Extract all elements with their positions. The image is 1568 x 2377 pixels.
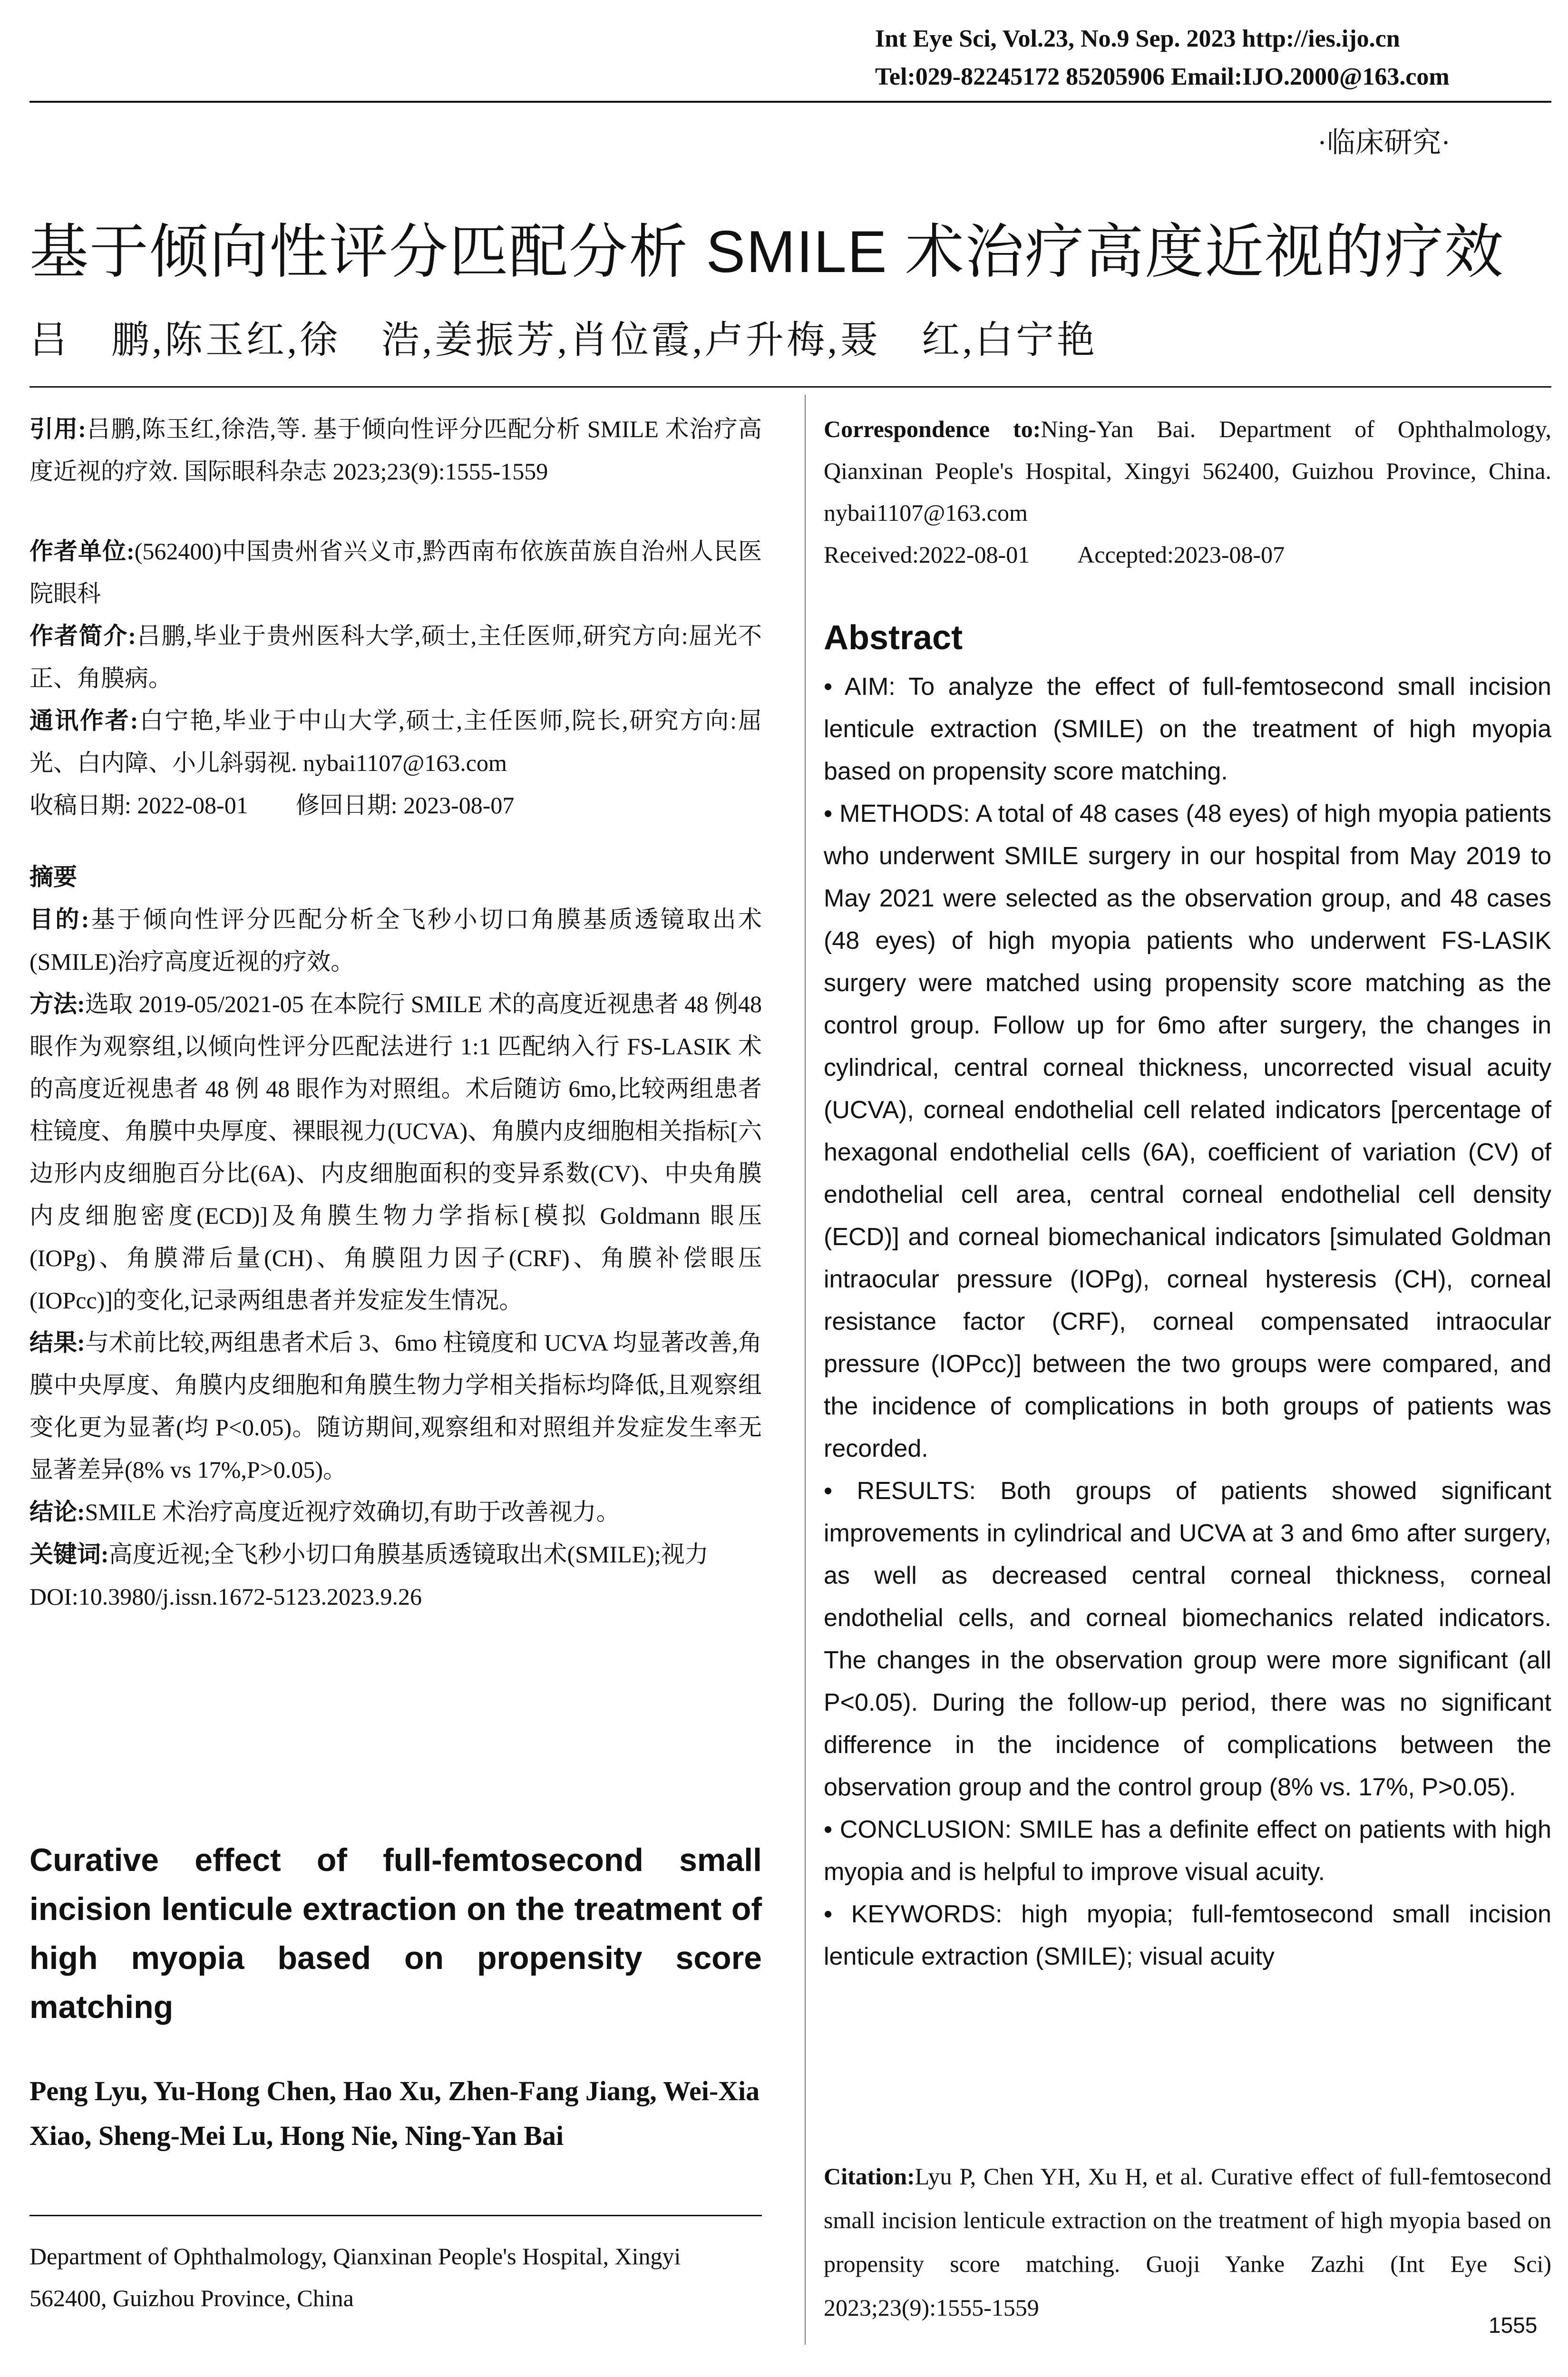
- corr-cn-label: 通讯作者:: [29, 707, 138, 734]
- results-cn-text: 与术前比较,两组患者术后 3、6mo 柱镜度和 UCVA 均显著改善,角膜中央厚度、角膜内皮细胞和角膜生物力学相关指标均降低,且观察组变化更为显著(均 P<0.05)。随访期间,观察组和对照组并发症发生率无显著差异(8% vs 17%,P>0.05)。: [29, 1329, 762, 1483]
- citation-cn-text: 吕鹏,陈玉红,徐浩,等. 基于倾向性评分匹配分析 SMILE 术治疗高度近视的疗效. 国际眼科杂志 2023;23(9):1555-1559: [29, 416, 762, 485]
- abstract-cn: [29, 856, 762, 1618]
- column-divider: [805, 395, 806, 2345]
- methods-en-text: A total of 48 cases (48 eyes) of high myopia patients who underwent SMILE surgery in our hospital from May 2019 to May 2021 were selected as the observation group, and 48 cases (48 eyes) of high myopia patients who underwent FS-LASIK surgery were matched using propensity score matching as the control group. Follow up for 6mo after surgery, the changes in cylindrical, central corneal thickness, uncorrected visual acuity (UCVA), corneal endothelial cell related indicators [percentage of hexagonal endothelial cells (6A), coefficient of variation (CV) of endothelial cell area, central corneal endothelial cell density (ECD)] and corneal biomechanical indicators [simulated Goldman intraocular pressure (IOPg), corneal hysteresis (CH), corneal resistance factor (CRF), corneal compensated intraocular pressure (IOPcc)] between the two groups were compared, and the incidence of complications in both groups of patients was recorded.: [824, 800, 1552, 1462]
- affiliation-text: (562400)中国贵州省兴义市,黔西南布依族苗族自治州人民医院眼科: [29, 538, 762, 607]
- objective-cn: [29, 898, 762, 983]
- keywords-cn-text: 高度近视;全飞秒小切口角膜基质透镜取出术(SMILE);视力: [108, 1541, 709, 1568]
- citation-cn: [29, 408, 762, 493]
- keywords-en: [824, 1893, 1551, 1978]
- results-en: [824, 1470, 1551, 1809]
- title-rule: [29, 386, 1551, 388]
- page-number: 1555: [1489, 2313, 1538, 2338]
- author-bio-cn: [29, 615, 762, 700]
- citation-cn-label: 引用:: [29, 416, 86, 442]
- objective-text: 基于倾向性评分匹配分析全飞秒小切口角膜基质透镜取出术(SMILE)治疗高度近视的疗效。: [29, 906, 762, 975]
- keywords-en-label: • KEYWORDS:: [824, 1900, 1003, 1928]
- corresponding-author-cn: [29, 700, 762, 784]
- abstract-cn-heading: 摘要: [29, 864, 77, 890]
- methods-en-label: • METHODS:: [824, 800, 970, 828]
- results-cn: [29, 1322, 762, 1491]
- corr-cn-text: 白宁艳,毕业于中山大学,硕士,主任医师,院长,研究方向:屈光、白内障、小儿斜弱视. nybai1107@163.com: [29, 707, 762, 776]
- journal-header-line1: Int Eye Sci, Vol.23, No.9 Sep. 2023 http://ies.ijo.cn: [875, 25, 1400, 52]
- correspondence-label: Correspondence to:: [824, 416, 1041, 442]
- received-dates: Received:2022-08-01 Accepted:2023-08-07: [824, 541, 1285, 568]
- conclusion-en: [824, 1809, 1551, 1893]
- authors-cn: 吕 鹏,陈玉红,徐 浩,姜振芳,肖位霞,卢升梅,聂 红,白宁艳: [29, 320, 1098, 361]
- methods-cn: [29, 983, 762, 1322]
- author-info-block: [29, 530, 762, 827]
- conclusion-en-label: • CONCLUSION:: [824, 1816, 1012, 1843]
- methods-cn-text: 选取 2019-05/2021-05 在本院行 SMILE 术的高度近视患者 48 例48 眼作为观察组,以倾向性评分匹配法进行 1:1 匹配纳入行 FS-LASIK 术的高度近视患者 48 例 48 眼作为对照组。术后随访 6mo,比较两组患者柱镜度、角膜中央厚度、裸眼视力(UCVA)、角膜内皮细胞相关指标[六边形内皮细胞百分比(6A)、内皮细胞面积的变异系数(CV)、中央角膜内皮细胞密度(ECD)]及角膜生物力学指标[模拟 Goldmann 眼压(IOPg)、角膜滞后量(CH)、角膜阻力因子(CRF)、角膜补偿眼压(IOPcc)]的变化,记录两组患者并发症发生情况。: [29, 991, 762, 1314]
- affiliation-label: 作者单位:: [29, 538, 135, 565]
- dates-cn: 收稿日期: 2022-08-01 修回日期: 2023-08-07: [29, 792, 515, 818]
- aim-label: • AIM:: [824, 673, 896, 701]
- conclusion-cn-text: SMILE 术治疗高度近视疗效确切,有助于改善视力。: [85, 1499, 620, 1525]
- abstract-en: [824, 666, 1551, 1978]
- keywords-en-text: high myopia; full-femtosecond small incision lenticule extraction (SMILE); visual acuity: [824, 1900, 1552, 1970]
- journal-header-line2: Tel:029-82245172 85205906 Email:IJO.2000@163.com: [875, 63, 1450, 90]
- footnote-rule: [29, 2215, 762, 2216]
- objective-label: 目的:: [29, 906, 89, 933]
- aim-text: To analyze the effect of full-femtosecond small incision lenticule extraction (SMILE) on the treatment of high myopia based on propensity score matching.: [824, 673, 1551, 785]
- bio-text: 吕鹏,毕业于贵州医科大学,硕士,主任医师,研究方向:屈光不正、角膜病。: [29, 623, 762, 692]
- citation-en: [824, 2154, 1551, 2329]
- results-cn-label: 结果:: [29, 1329, 85, 1356]
- conclusion-cn: [29, 1491, 762, 1533]
- conclusion-en-text: SMILE has a definite effect on patients with high myopia and is helpful to improve visual acuity.: [824, 1816, 1551, 1886]
- keywords-cn: [29, 1533, 762, 1576]
- abstract-heading: Abstract: [824, 619, 963, 657]
- bio-label: 作者简介:: [29, 623, 136, 649]
- keywords-cn-label: 关键词:: [29, 1541, 109, 1568]
- methods-en: [824, 793, 1551, 1470]
- correspondence-en: [824, 408, 1551, 575]
- methods-cn-label: 方法:: [29, 991, 85, 1017]
- affiliation-cn: [29, 530, 762, 615]
- article-title-cn: 基于倾向性评分匹配分析 SMILE 术治疗高度近视的疗效: [29, 219, 1505, 285]
- conclusion-cn-label: 结论:: [29, 1499, 85, 1525]
- authors-en: Peng Lyu, Yu-Hong Chen, Hao Xu, Zhen-Fang Jiang, Wei-Xia Xiao, Sheng-Mei Lu, Hong Nie, Ning-Yan Bai: [29, 2075, 760, 2151]
- department-en: Department of Ophthalmology, Qianxinan People's Hospital, Xingyi 562400, Guizhou Province, China: [29, 2243, 681, 2311]
- header-rule: [29, 101, 1551, 103]
- article-title-en: Curative effect of full-femtosecond small incision lenticule extraction on the treatment of high myopia based on propensity score matching: [29, 1842, 762, 2025]
- section-tag: ·临床研究·: [1317, 127, 1451, 158]
- aim-en: [824, 666, 1551, 793]
- results-en-label: • RESULTS:: [824, 1477, 976, 1505]
- doi: DOI:10.3980/j.issn.1672-5123.2023.9.26: [29, 1583, 422, 1610]
- correspondence-block: [824, 408, 1551, 534]
- citation-en-label: Citation:: [824, 2163, 915, 2190]
- results-en-text: Both groups of patients showed significant improvements in cylindrical and UCVA at 3 and 6mo after surgery, as well as decreased central corneal thickness, corneal endothelial cells, and corneal biomechanics related indicators. The changes in the observation group were more significant (all P<0.05). During the follow-up period, there was no significant difference in the incidence of complications between the observation group and the control group (8% vs. 17%, P>0.05).: [824, 1477, 1551, 1801]
- citation-en-text: Lyu P, Chen YH, Xu H, et al. Curative effect of full-femtosecond small incision lenticule extraction on the treatment of high myopia based on propensity score matching. Guoji Yanke Zazhi (Int Eye Sci) 2023;23(9):1555-1559: [824, 2163, 1551, 2321]
- correspondence-text: Ning-Yan Bai. Department of Ophthalmology, Qianxinan People's Hospital, Xingyi 562400, Guizhou Province, China. nybai1107@163.com: [824, 416, 1551, 526]
